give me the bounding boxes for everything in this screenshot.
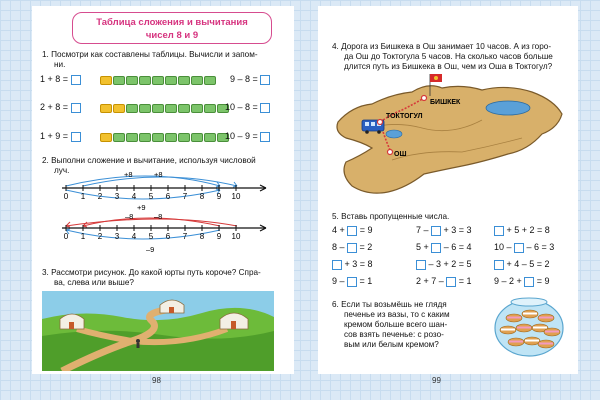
green-car-icon <box>191 76 203 85</box>
yurt-left-icon <box>60 314 84 329</box>
task6-text-3: кремом больше всего шан- <box>344 320 448 329</box>
label-bishkek: БИШКЕК <box>430 99 461 106</box>
title-line-1: Таблица сложения и вычитания <box>96 17 248 28</box>
cookie-icon <box>506 314 522 322</box>
answer-box[interactable] <box>347 226 357 236</box>
ray-tick-label: 1 <box>80 192 86 201</box>
green-car-icon <box>126 104 138 113</box>
ray-tick-label: 8 <box>199 192 205 201</box>
toktogul-marker <box>378 120 383 125</box>
green-car-icon <box>178 133 190 142</box>
ray-tick-label: 0 <box>63 192 69 201</box>
cookie-icon <box>544 328 560 336</box>
equation-cell: + 5 + 2 = 8 <box>494 224 550 236</box>
ray-tick-label: 10 <box>231 192 241 201</box>
green-car-icon <box>204 104 216 113</box>
green-car-icon <box>152 133 164 142</box>
row1-left: 1 + 8 = <box>40 73 81 85</box>
answer-box[interactable] <box>71 103 81 113</box>
green-car-icon <box>113 76 125 85</box>
right-page <box>318 6 578 374</box>
answer-box[interactable] <box>260 75 270 85</box>
row2-left: 2 + 8 = <box>40 101 81 113</box>
ray-tick-label: 9 <box>216 192 222 201</box>
label-toktogul: ТОКТОГУЛ <box>386 113 423 120</box>
ray-tick-label: 5 <box>148 192 154 201</box>
task4-text-1: 4. Дорога из Бишкека в Ош занимает 10 часов. А из горо- <box>332 42 552 51</box>
label-minus9: –9 <box>146 245 155 254</box>
answer-box[interactable] <box>431 226 441 236</box>
bishkek-marker <box>422 96 427 101</box>
label-minus8-a: –8 <box>125 212 134 221</box>
ray-tick-label: 3 <box>114 232 120 241</box>
kyrgyzstan-map <box>332 70 568 202</box>
task1-text-1: 1. Посмотри как составлены таблицы. Вычисли и запом- <box>42 50 258 59</box>
green-car-icon <box>165 76 177 85</box>
cookie-icon <box>538 314 554 322</box>
cookie-icon <box>508 338 524 346</box>
green-car-icon <box>178 76 190 85</box>
answer-box[interactable] <box>431 243 441 253</box>
green-car-icon <box>126 133 138 142</box>
equation-cell: + 3 = 8 <box>332 258 373 270</box>
ray-tick-label: 9 <box>216 232 222 241</box>
row3-right: 10 – 9 = <box>225 130 270 142</box>
cookie-icon <box>516 324 532 332</box>
osh-marker <box>388 150 393 155</box>
left-page <box>32 6 294 374</box>
task2-text-2: луч. <box>54 166 70 175</box>
ray-tick-label: 6 <box>165 192 171 201</box>
green-car-icon <box>139 133 151 142</box>
task2-text-1: 2. Выполни сложение и вычитание, используя числовой <box>42 156 256 165</box>
equation-cell: 2 + 7 – = 1 <box>416 276 472 286</box>
answer-box[interactable] <box>446 277 456 287</box>
task6-text-2: печенье из вазы, то с каким <box>344 310 450 319</box>
equation-cell: 10 – – 6 = 3 <box>494 242 555 252</box>
label-plus8-b: +8 <box>154 170 163 179</box>
label-plus8-a: +8 <box>124 170 133 179</box>
yellow-car-icon <box>113 104 125 113</box>
label-plus9: +9 <box>137 203 146 212</box>
answer-box[interactable] <box>332 260 342 270</box>
answer-box[interactable] <box>71 75 81 85</box>
task4-text-3: длится путь из Бишкека в Ош, чем из Оша в Токтогул? <box>344 62 553 71</box>
green-car-icon <box>191 104 203 113</box>
answer-box[interactable] <box>71 132 81 142</box>
equation-cell: 7 – + 3 = 3 <box>416 225 472 235</box>
green-car-icon <box>139 76 151 85</box>
ray-tick-label: 7 <box>182 192 188 201</box>
task4-text-2: да Ош до Токтогула 5 часов. На сколько часов больше <box>344 52 553 61</box>
green-car-icon <box>204 133 216 142</box>
green-car-icon <box>126 76 138 85</box>
ray-tick-label: 0 <box>63 232 69 241</box>
answer-box[interactable] <box>494 260 504 270</box>
green-car-icon <box>165 133 177 142</box>
yellow-car-icon <box>100 133 112 142</box>
yellow-car-icon <box>100 76 112 85</box>
green-car-icon <box>152 76 164 85</box>
equation-cell: 9 – 2 + = 9 <box>494 276 550 286</box>
equation-cell: + 4 – 5 = 2 <box>494 258 550 270</box>
ray-tick-label: 3 <box>114 192 120 201</box>
equation-cell: 8 – = 2 <box>332 242 373 252</box>
title-line-2: чисел 8 и 9 <box>145 30 199 41</box>
equation-cell: 9 – = 1 <box>332 276 373 286</box>
lesson-title <box>72 12 272 44</box>
row2-cars <box>100 104 229 113</box>
green-car-icon <box>178 104 190 113</box>
yellow-car-icon <box>100 104 112 113</box>
green-car-icon <box>139 104 151 113</box>
ray1-ticks <box>64 185 241 201</box>
cookie-icon <box>500 326 516 334</box>
ray-tick-label: 5 <box>148 232 154 241</box>
label-minus8-b: –8 <box>154 212 163 221</box>
lake-icon <box>486 101 530 115</box>
ray-tick-label: 6 <box>165 232 171 241</box>
yurt-landscape-picture <box>42 291 274 371</box>
green-car-icon <box>165 104 177 113</box>
arc-plus9 <box>63 190 220 201</box>
answer-box[interactable] <box>260 132 270 142</box>
equation-cell: – 3 + 2 = 5 <box>416 258 472 270</box>
green-car-icon <box>152 104 164 113</box>
label-osh: ОШ <box>394 151 407 158</box>
ray-tick-label: 4 <box>131 192 137 201</box>
ray-tick-label: 2 <box>97 192 103 201</box>
row3-left: 1 + 9 = <box>40 130 81 142</box>
ray2-ticks <box>64 225 241 241</box>
task6-text-5: вым или белым кремом? <box>344 340 439 349</box>
ray-tick-label: 8 <box>199 232 205 241</box>
cookies <box>500 310 560 348</box>
ray-tick-label: 10 <box>231 232 241 241</box>
arc-minus9 <box>63 230 220 241</box>
row3-cars <box>100 133 229 142</box>
answer-box[interactable] <box>416 260 426 270</box>
task3-text-2: ва, слева или выше? <box>54 278 134 287</box>
answer-box[interactable] <box>514 243 524 253</box>
arc-minus8-b <box>66 219 237 226</box>
task5-text: 5. Вставь пропущенные числа. <box>332 212 450 221</box>
green-car-icon <box>113 133 125 142</box>
cookie-icon <box>524 337 540 345</box>
page-number-right: 99 <box>432 376 441 385</box>
row1-cars <box>100 76 216 85</box>
answer-box[interactable] <box>347 277 357 287</box>
page-number-left: 98 <box>152 376 161 385</box>
task3-text-1: 3. Рассмотри рисунок. До какой юрты путь короче? Спра- <box>42 268 261 277</box>
row2-right: 10 – 8 = <box>225 101 270 113</box>
ray-tick-label: 2 <box>97 232 103 241</box>
green-car-icon <box>191 133 203 142</box>
equation-cell: 4 + = 9 <box>332 225 373 235</box>
cookie-vase-picture <box>492 294 566 358</box>
answer-box[interactable] <box>494 226 504 236</box>
traveler-icon <box>136 339 140 348</box>
task6-text-4: сов взять печенье: с розо- <box>344 330 444 339</box>
answer-box[interactable] <box>347 243 357 253</box>
ray-tick-label: 4 <box>131 232 137 241</box>
task6-text-1: 6. Если ты возьмёшь не глядя <box>332 300 447 309</box>
ray-tick-label: 7 <box>182 232 188 241</box>
answer-box[interactable] <box>260 103 270 113</box>
task1-text-2: ни. <box>54 60 66 69</box>
cookie-icon <box>522 310 538 318</box>
row1-right: 9 – 8 = <box>230 73 270 85</box>
ray-tick-label: 1 <box>80 232 86 241</box>
number-rays <box>32 168 294 266</box>
equation-cell: 5 + – 6 = 4 <box>416 242 472 252</box>
cookie-icon <box>538 340 554 348</box>
answer-box[interactable] <box>524 277 534 287</box>
green-car-icon <box>204 76 216 85</box>
